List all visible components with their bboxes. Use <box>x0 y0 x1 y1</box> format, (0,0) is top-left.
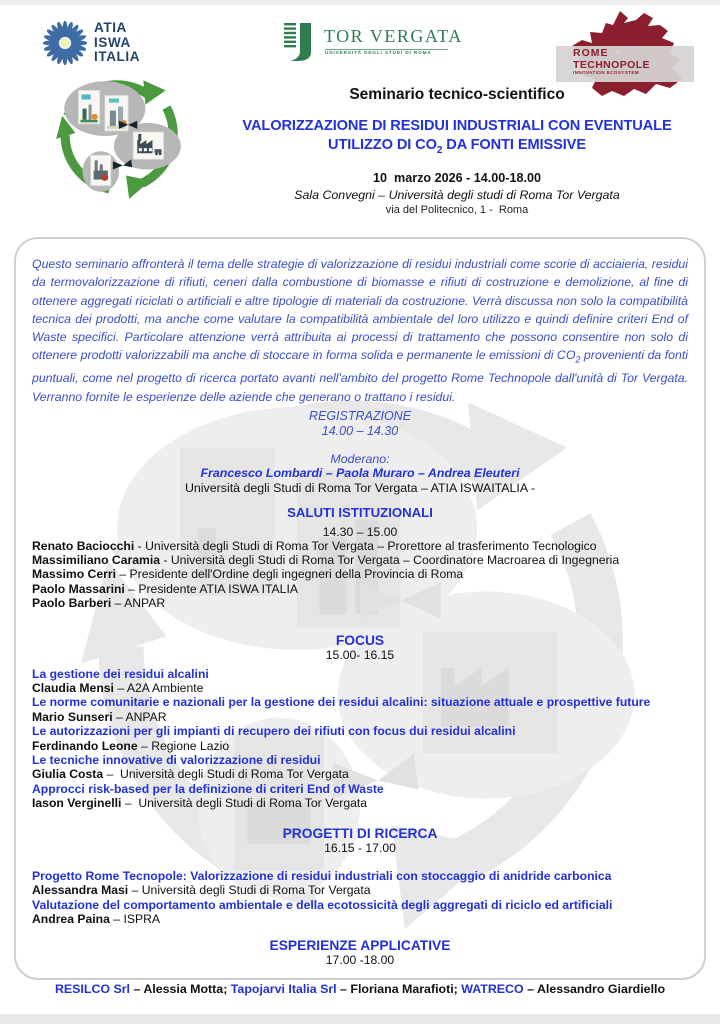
progetti-title: PROGETTI DI RICERCA <box>282 825 438 841</box>
event-address: via del Politecnico, 1 - Roma <box>385 203 529 216</box>
tor-vergata-subtitle: UNIVERSITÀ DEGLI STUDI DI ROMA <box>325 51 432 56</box>
talk-title: Approcci risk-based per la definizione di criteri End of Waste <box>32 781 384 796</box>
speaker-line: Massimiliano Caramia - Università degli Studi di Roma Tor Vergata – Coordinatore Macroarea di Ingegneria <box>32 553 620 568</box>
talk-title: Valutazione del comportamento ambientale e della ecotossicità degli aggregati di riciclo ed artificiali <box>32 897 613 912</box>
talk-title: Le tecniche innovative di valorizzazione di residui <box>32 753 321 768</box>
event-datetime: 10 marzo 2026 - 14.00-18.00 <box>372 170 542 185</box>
focus-time: 15.00- 16.15 <box>325 647 395 662</box>
registration-time: 14.00 – 14.30 <box>321 424 399 439</box>
atia-logo-text: ATIA ISWA ITALIA <box>94 20 141 64</box>
page-title: VALORIZZAZIONE DI RESIDUI INDUSTRIALI CON EVENTUALE UTILIZZO DI $CO_2$ DA FONTI EMISSIVE <box>242 118 672 156</box>
rome-technopole-band: ROME TECHNOPOLE INNOVATION ECOSYSTEM <box>556 46 694 82</box>
talk-title: Progetto Rome Tecnopole: Valorizzazione di residui industriali con stoccaggio di anidride carbonica <box>32 868 612 883</box>
tor-vergata-rule <box>325 49 448 50</box>
header-text <box>222 86 692 216</box>
talk-title: La gestione dei residui alcalini <box>32 666 209 681</box>
talk-speaker: Ferdinando Leone – Regione Lazio <box>32 738 230 753</box>
moderators-label: Moderano: <box>330 451 390 466</box>
seminar-description: Questo seminario affronterà il tema delle strategie di valorizzazione di residui industriali come scorie di acciaieria, residui da termovalorizzazione di rifiuti, ceneri dalla combustione di biomasse e rifiuti di costruzione e demolizione, al fine di ottenere aggregati riciclati o artificiali e altre tipologie di materiali da costruzione. Verrà discussa non solo la compatibilità tecnica dei prodotti, ma anche come valutare la compatibilità ambientale del loro utilizzo e quindi definire criteri End of Waste specifici. Particolare attenzione verrà attribuita ai processi di trattamento che possono consentire non solo di ottenere prodotti valorizzabili ma anche di stoccare in forma solida e permanente le emissioni di $CO_2$ provenienti da fonti puntuali, come nel progetto di ricerca portato avanti nell'ambito del progetto Rome Technopole dall'unità di Tor Vergata. Verranno fornite le esperienze delle aziende che generano o trattano i residui. <box>32 257 689 404</box>
talk-speaker: Claudia Mensi – A2A Ambiente <box>32 681 204 696</box>
speaker-line: Renato Baciocchi - Università degli Studi di Roma Tor Vergata – Prorettore al trasferimento Tecnologico <box>32 538 597 553</box>
rome-technopole-logo <box>556 10 706 98</box>
companies-line: RESILCO Srl – Alessia Motta; Tapojarvi Italia Srl – Floriana Marafioti; WATRECO – Alessandro Giardiello <box>54 982 666 997</box>
saluti-time: 14.30 – 15.00 <box>322 524 398 539</box>
talk-title: Le norme comunitarie e nazionali per la gestione dei residui alcalini: situazione attuale e prospettive future <box>32 695 651 710</box>
esperienze-title: ESPERIENZE APPLICATIVE <box>269 938 451 954</box>
top-strip <box>0 0 720 5</box>
talk-title: Le autorizzazioni per gli impianti di recupero dei rifiuti con focus dui residui alcalini <box>32 724 516 739</box>
event-type: Seminario tecnico-scientifico <box>349 86 565 103</box>
talk-speaker: Alessandra Masi – Università degli Studi di Roma Tor Vergata <box>32 883 371 898</box>
speaker-line: Paolo Massarini – Presidente ATIA ISWA ITALIA <box>32 581 298 596</box>
moderators-section <box>32 452 688 496</box>
moderators-affiliation: Università degli Studi di Roma Tor Vergata – ATIA ISWAITALIA - <box>184 481 536 496</box>
saluti-speakers <box>32 539 688 611</box>
esperienze-time: 17.00 -18.00 <box>325 953 395 968</box>
registration-title: REGISTRAZIONE <box>308 408 412 423</box>
bottom-strip <box>0 1014 720 1024</box>
registration-section <box>32 409 688 440</box>
progetti-items <box>32 869 688 927</box>
talk-speaker: Giulia Costa – Università degli Studi di Roma Tor Vergata <box>32 767 349 782</box>
program-box <box>14 237 706 997</box>
focus-title: FOCUS <box>335 632 385 648</box>
talk-speaker: Mario Sunseri – ANPAR <box>32 709 167 724</box>
speaker-line: Paolo Barberi – ANPAR <box>32 596 166 611</box>
tor-vergata-name: TOR VERGATA <box>324 26 463 46</box>
tor-vergata-logo <box>284 20 464 68</box>
atia-flower-icon <box>42 20 88 66</box>
progetti-time: 16.15 - 17.00 <box>324 840 396 855</box>
recycle-cycle-diagram <box>48 64 190 208</box>
speaker-line: Massimo Cerri – Presidente dell'Ordine degli ingegneri della Provincia di Roma <box>32 567 464 582</box>
moderators-names: Francesco Lombardi – Paola Muraro – Andrea Eleuteri <box>200 466 520 481</box>
event-venue: Sala Convegni – Università degli studi di Roma Tor Vergata <box>294 187 620 202</box>
talk-speaker: Andrea Paina – ISPRA <box>32 911 161 926</box>
saluti-title: SALUTI ISTITUZIONALI <box>287 504 433 520</box>
focus-items <box>32 667 688 811</box>
talk-speaker: Iason Verginelli – Università degli Studi di Roma Tor Vergata <box>32 796 368 811</box>
tor-vergata-mark-icon <box>284 20 320 64</box>
